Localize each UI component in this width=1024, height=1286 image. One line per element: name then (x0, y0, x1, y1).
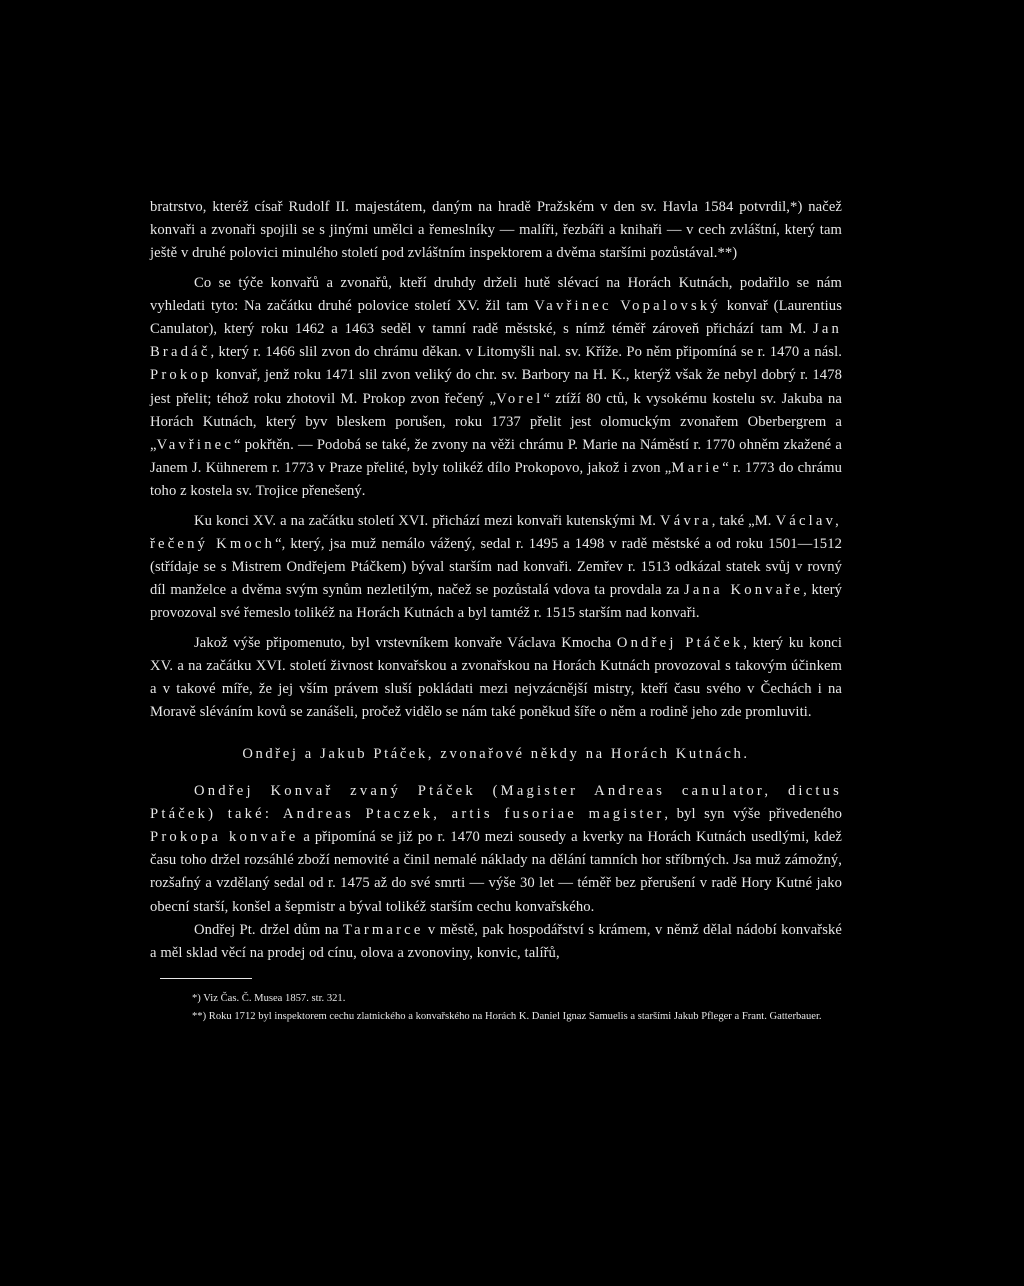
footnote (150, 991, 842, 1008)
text-run: “, který, jsa muž nemálo vážený, sedal r. 1495 a 1498 v radě městské a od roku 1501—1512 (střídaje se s Mistrem Ondřejem Ptáčkem) býval starším nad konvaři. Zemřev r. 1513 odkázal statek svůj v rovný díl manželce a dvěma svým synům nezletilým, načež se pozůstalá vdova ta provdala za (150, 535, 842, 599)
text-run: konvař, jenž roku 1471 slil zvon veliký do chr. sv. Barbory na H. K., kterýž však že nebyl dobrý r. 1478 jest přelit; téhož roku zhotovil M. Prokop zvon řečený „ (150, 367, 842, 407)
spaced-name: Vavřinec (156, 437, 235, 454)
spaced-name: Prokopa konvaře (150, 829, 299, 846)
section-text (150, 780, 842, 966)
text-run: bratrstvo, kteréž císař Rudolf II. majestátem, daným na hradě Pražském v den sv. Havla 1584 potvrdil,*) načež konvaři a zvonaři spojili se s jinými umělci a řemeslníky — malíři, řezbáři a knihaři — v cech zvláštní, který tam ještě v druhé polovici minulého století pod zvláštním inspektorem a dvěma staršími pozůstával.**) (150, 199, 842, 262)
text-run: , který provozoval své řemeslo tolikéž na Horách Kutnách a byl tamtéž r. 1515 starším nad konvaři. (150, 582, 843, 622)
footnote-text: Roku 1712 byl inspektorem cechu zlatnického a konvařského na Horách K. Daniel Ignaz Samuelis a staršími Jakub Pfleger a Frant. Gatterbauer. (206, 1011, 822, 1023)
footnote-text: Viz Čas. Č. Musea 1857. str. 321. (200, 993, 346, 1005)
spaced-name: Prokop (150, 367, 212, 384)
paragraph (150, 510, 842, 626)
text-run: konvař (Laurentius Canulator), který roku 1462 a 1463 seděl v tamní radě městské, s nímž téměř zároveň přichází tam M. (150, 297, 842, 338)
spaced-name: Vavřinec Vopalovský (534, 297, 721, 314)
text-run: , byl syn výše přivedeného (664, 805, 842, 822)
spaced-name: Marie (671, 460, 723, 477)
text-run: , který ku konci XV. a na začátku XVI. století živnost konvařskou a zvonařskou na Horách Kutnách provozoval s takovým účinkem a v takové míře, že jej vším právem sluší pokládati mezi nejvzácnější mistry, kteří času svého v Čechách i na Moravě sléváním kovů se zanášeli, pročež vidělo se nám také poněkud šíře o něm a rodině jeho zde promluviti. (150, 634, 842, 721)
spaced-name: Ondřej Konvař zvaný Ptáček (Magister Andreas canulator, dictus Ptáček) také: Andreas Ptaczek, artis fusoriae magister (150, 782, 842, 822)
book-page (150, 196, 842, 1236)
paragraph (150, 919, 842, 965)
spaced-name: Vorel (496, 390, 544, 407)
spaced-name: Ondřej Ptáček (616, 634, 744, 651)
section-heading: Ondřej a Jakub Ptáček, zvonařové někdy na Horách Kutnách. (242, 746, 750, 763)
spaced-name: Vávra (660, 512, 712, 529)
paragraph (150, 196, 842, 266)
text-run: Co se týče konvařů a zvonařů, kteří druhdy drželi hutě slévací na Horách Kutnách, podařilo se nám vyhledati tyto: Na začátku druhé polovice století XV. žil tam (150, 274, 842, 314)
main-text (150, 196, 842, 724)
spaced-name: Jan Bradáč (150, 321, 842, 361)
spaced-name: Václav, řečený Kmoch (150, 512, 842, 552)
footnote-rule (160, 978, 252, 979)
text-run: Ku konci XV. a na začátku století XVI. přichází mezi konvaři kutenskými M. (194, 512, 661, 529)
footnote (150, 1009, 842, 1026)
text-run: Ondřej Pt. držel dům na (194, 921, 344, 938)
paragraph (150, 272, 842, 504)
text-run: “ ztíží 80 ctů, k vysokému kostelu sv. Jakuba na Horách Kutnách, který byv bleskem porušen, roku 1737 přelit jest olomuckým zvonařem Oberbergrem a „ (150, 390, 842, 454)
footnotes (150, 991, 842, 1026)
text-run: , také „M. (711, 512, 776, 529)
paragraph (150, 632, 842, 725)
text-run: “ r. 1773 do chrámu toho z kostela sv. Trojice přenešený. (150, 460, 843, 500)
paragraph (150, 780, 842, 919)
text-run: v městě, pak hospodářství s krámem, v němž dělal nádobí konvařské a měl sklad věcí na prodej od cínu, olova a zvonoviny, konvic, talířů, (150, 921, 842, 962)
text-run: “ pokřtěn. — Podobá se také, že zvony na věži chrámu P. Marie na Náměstí r. 1770 ohněm zkažené a Janem J. Kühnerem r. 1773 v Praze přelité, byly tolikéž dílo Prokopovo, jakož i zvon „ (150, 437, 842, 477)
text-run: , který r. 1466 slil zvon do chrámu děkan. v Litomyšli nal. sv. Kříže. Po něm připomíná se r. 1470 a násl. (210, 344, 842, 361)
footnote-mark: *) (192, 993, 201, 1005)
text-run: a připomíná se již po r. 1470 mezi sousedy a kverky na Horách Kutnách usedlými, kdež času toho držel rozsáhlé zboží nemovité a činil nemalé náklady na dělání tamních hor stříbrných. Jsa muž zámožný, rozšafný a vzdělaný sedal od r. 1475 až do své smrti — výše 30 let — téměř bez přerušení v radě Hory Kutné jako obecní starší, konšel a šepmistr a býval tolikéž starším cechu konvařského. (150, 829, 842, 915)
spaced-name: Tarmarce (343, 921, 424, 938)
footnote-mark: **) (192, 1011, 207, 1023)
spaced-name: Jana Konvaře (684, 582, 804, 599)
text-run: Jakož výše připomenuto, byl vrstevníkem konvaře Václava Kmocha (194, 634, 617, 651)
